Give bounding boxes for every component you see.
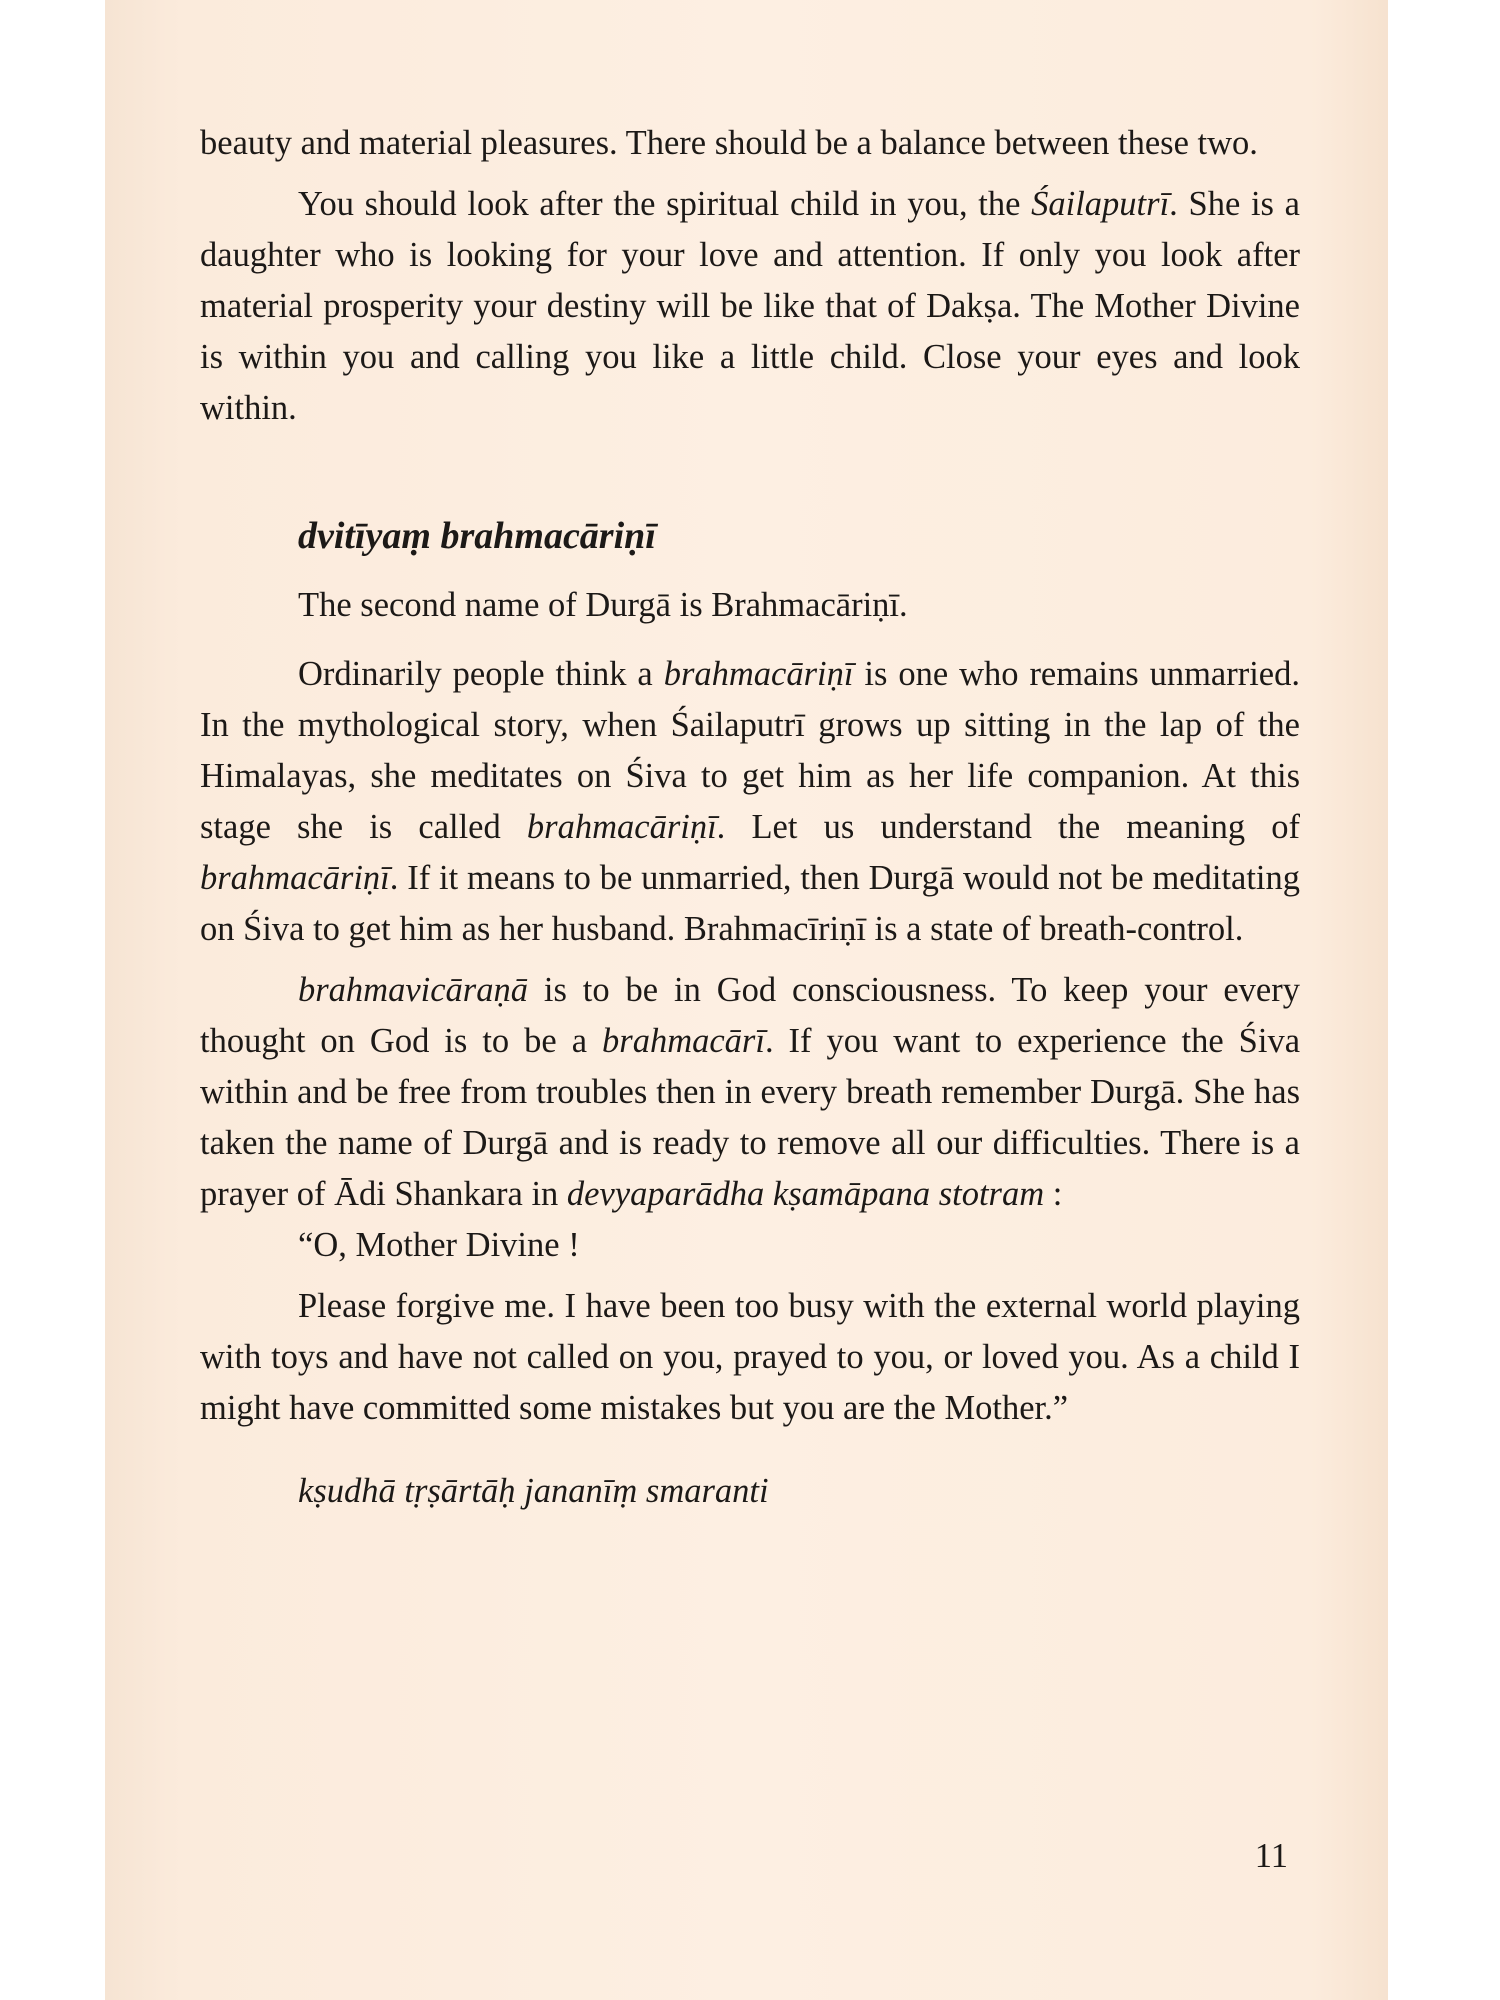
- page-body: [200, 118, 1300, 1517]
- page-number: 11: [1254, 1837, 1288, 1875]
- paragraph-second-name: The second name of Durgā is Brahmacāriṇī.: [298, 586, 908, 624]
- paragraph-prayer-opening: “O, Mother Divine !: [298, 1226, 580, 1264]
- book-page: [105, 0, 1388, 2000]
- paragraph-sailaputri: You should look after the spiritual child in you, the Śailaputrī. She is a daughter who is looking for your love and attention. If only you look after material prosperity your destiny will be like that of Dakṣa. The Mother Divine is within you and calling you like a little child. Close your eyes and look within.: [200, 185, 1300, 427]
- section-heading: dvitīyaṃ brahmacāriṇī: [298, 515, 656, 557]
- verse-line: kṣudhā tṛṣārtāḥ jananīṃ smaranti: [298, 1472, 769, 1510]
- paragraph-brahmacarini: Ordinarily people think a brahmacāriṇī is one who remains unmarried. In the mythological story, when Śailaputrī grows up sitting in the lap of the Himalayas, she meditates on Śiva to get him as her life companion. At this stage she is called brahmacāriṇī. Let us understand the meaning of brahmacāriṇī. If it means to be unmarried, then Durgā would not be meditating on Śiva to get him as her husband. Brahmacīriṇī is a state of breath-control.: [200, 655, 1300, 948]
- paragraph-brahmavicarana: brahmavicāraṇā is to be in God consciousness. To keep your every thought on God is to be a brahmacārī. If you want to experience the Śiva within and be free from troubles then in every breath remember Durgā. She has taken the name of Durgā and is ready to remove all our difficulties. There is a prayer of Ādi Shankara in devyaparādha kṣamāpana stotram :: [200, 971, 1301, 1213]
- paragraph-continuation: beauty and material pleasures. There should be a balance between these two.: [200, 124, 1258, 162]
- paragraph-prayer-body: Please forgive me. I have been too busy with the external world playing with toys and have not called on you, prayed to you, or loved you. As a child I might have committed some mistakes but you are the Mother.”: [200, 1287, 1300, 1427]
